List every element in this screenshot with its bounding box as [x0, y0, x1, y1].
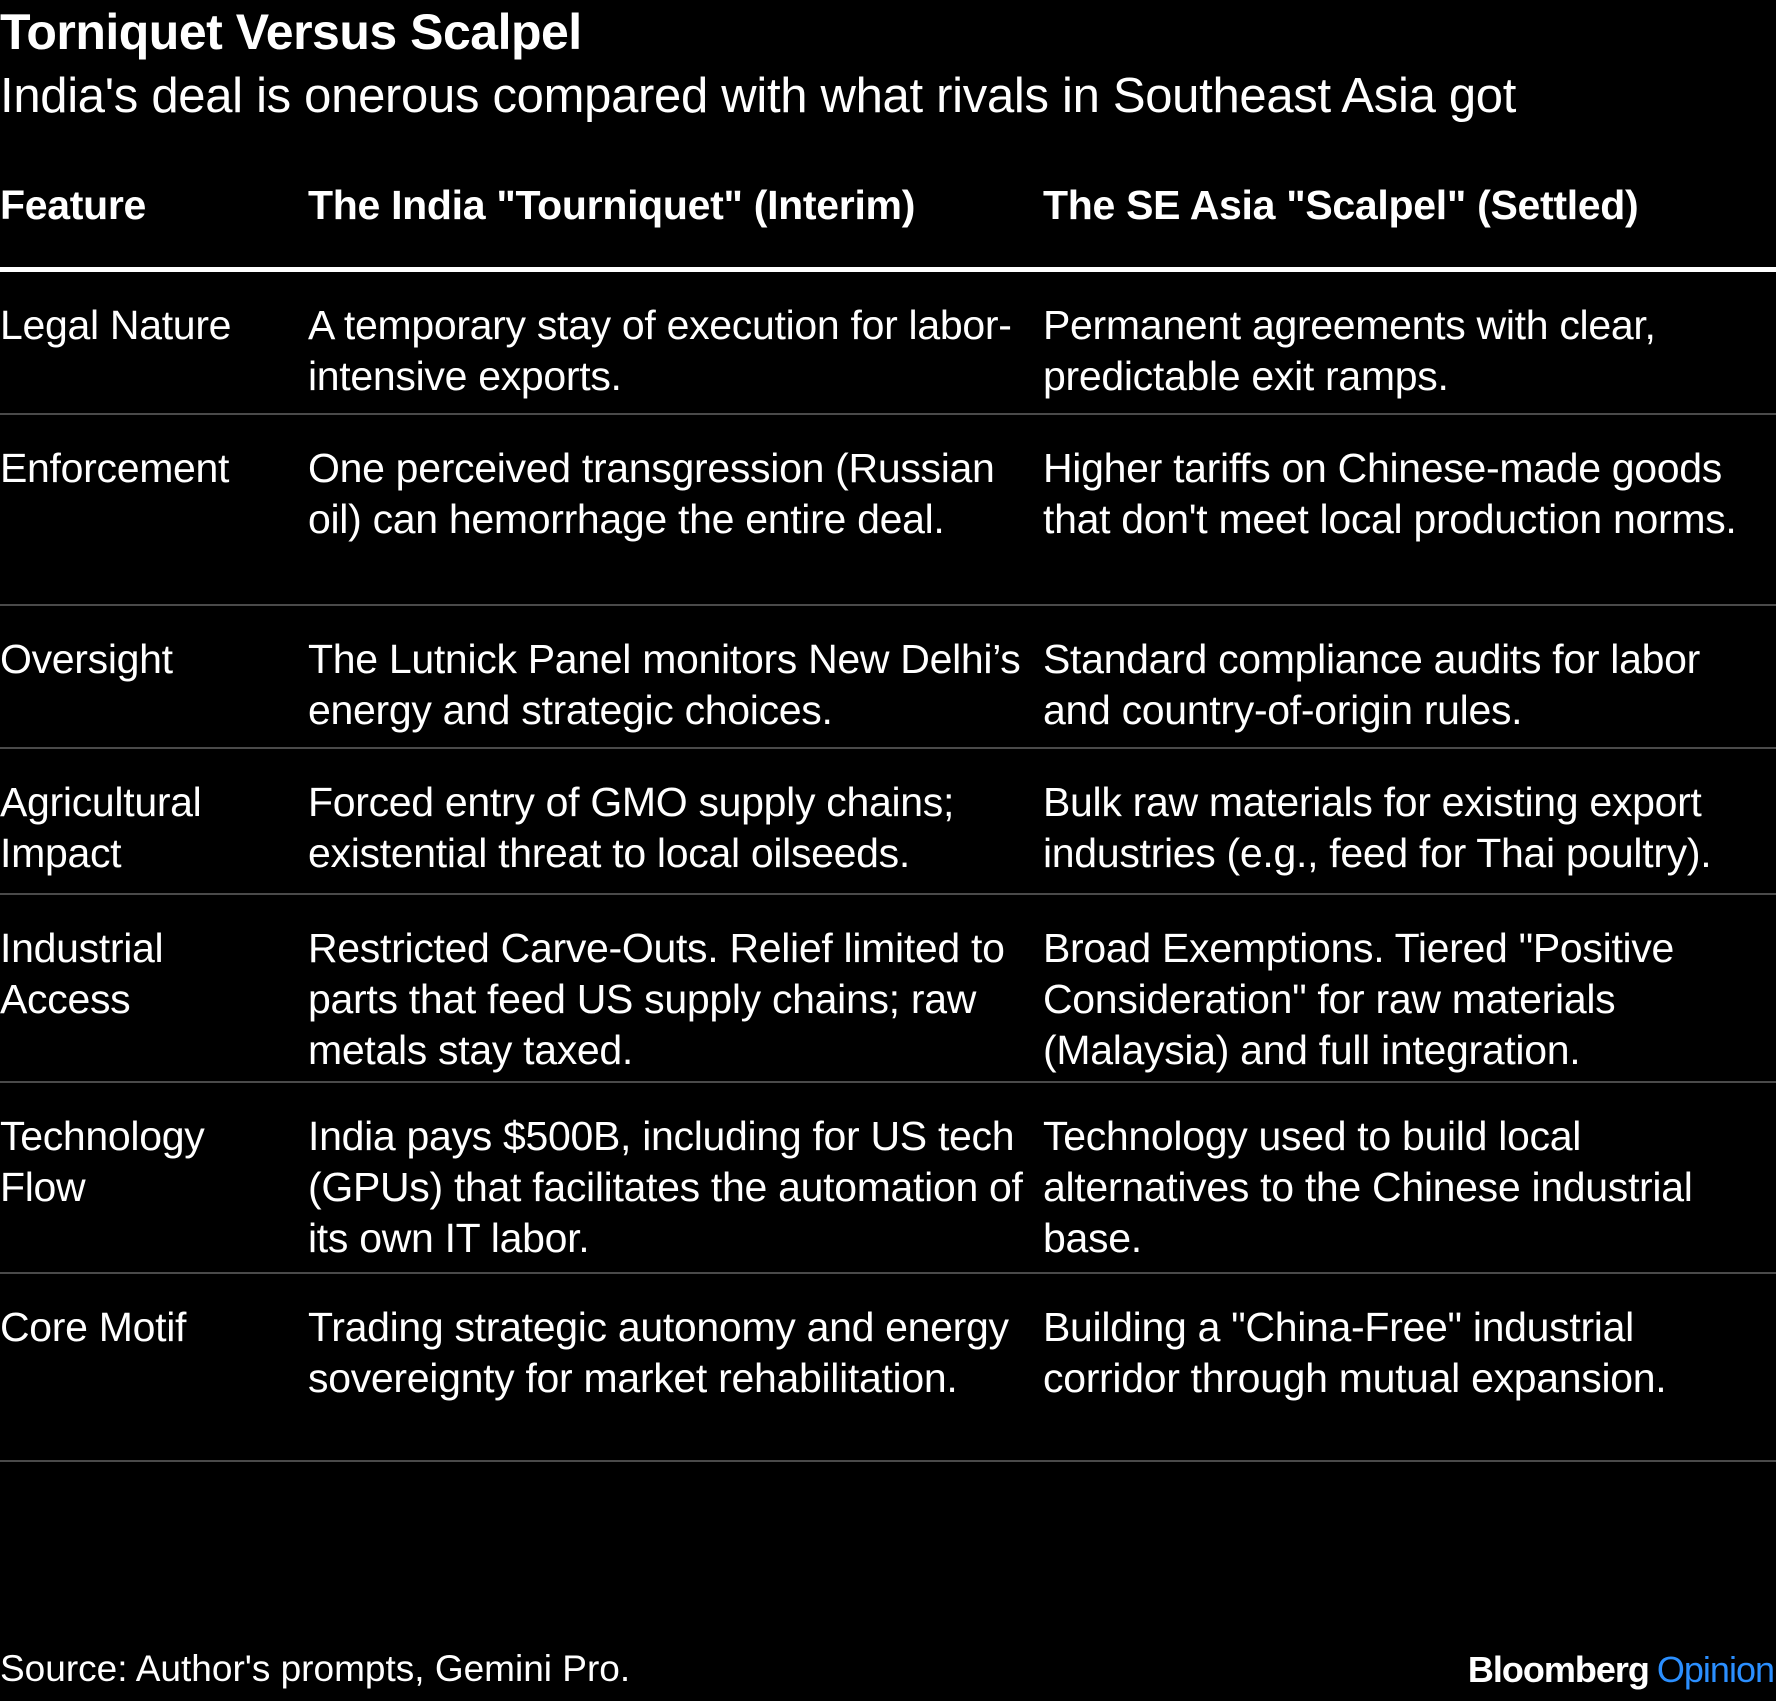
row-india: One perceived transgression (Russian oil) can hemorrhage the entire deal.	[308, 445, 995, 542]
row-seasia: Permanent agreements with clear, predictable exit ramps.	[1043, 302, 1656, 399]
column-header-seasia: The SE Asia "Scalpel" (Settled)	[1043, 182, 1639, 228]
row-india: Trading strategic autonomy and energy sovereignty for market rehabilitation.	[308, 1304, 1009, 1401]
table-header	[0, 170, 1776, 272]
row-seasia: Higher tariffs on Chinese-made goods that don't meet local production norms.	[1043, 445, 1737, 542]
table-row	[0, 1083, 1776, 1274]
table-row	[0, 895, 1776, 1083]
page-title: Torniquet Versus Scalpel	[0, 4, 582, 60]
row-india: The Lutnick Panel monitors New Delhi’s energy and strategic choices.	[308, 636, 1021, 733]
row-feature: Technology Flow	[0, 1113, 205, 1210]
table-row	[0, 749, 1776, 895]
source-note: Source: Author's prompts, Gemini Pro.	[0, 1648, 631, 1689]
row-feature: Legal Nature	[0, 302, 232, 348]
table-row	[0, 1274, 1776, 1462]
row-seasia: Building a "China-Free" industrial corridor through mutual expansion.	[1043, 1304, 1667, 1401]
column-header-feature: Feature	[0, 182, 147, 228]
table-row	[0, 415, 1776, 606]
row-feature: Enforcement	[0, 445, 230, 491]
row-feature: Industrial Access	[0, 925, 164, 1022]
row-seasia: Broad Exemptions. Tiered "Positive Consideration" for raw materials (Malaysia) and full integration.	[1043, 925, 1675, 1073]
row-india: Restricted Carve-Outs. Relief limited to parts that feed US supply chains; raw metals stay taxed.	[308, 925, 1005, 1073]
row-india: India pays $500B, including for US tech (GPUs) that facilitates the automation of its own IT labor.	[308, 1113, 1023, 1261]
row-seasia: Technology used to build local alternatives to the Chinese industrial base.	[1043, 1113, 1693, 1261]
bloomberg-opinion-logo	[1468, 1647, 1774, 1693]
table-row	[0, 606, 1776, 749]
comparison-table	[0, 170, 1776, 1462]
row-feature: Oversight	[0, 636, 173, 682]
page-subtitle: India's deal is onerous compared with what rivals in Southeast Asia got	[0, 69, 1517, 123]
logo-opinion-text: Opinion	[1656, 1649, 1774, 1690]
row-seasia: Standard compliance audits for labor and country-of-origin rules.	[1043, 636, 1700, 733]
row-india: A temporary stay of execution for labor-intensive exports.	[308, 302, 1012, 399]
row-india: Forced entry of GMO supply chains; existential threat to local oilseeds.	[308, 779, 955, 876]
logo-brand-text: Bloomberg	[1467, 1649, 1649, 1690]
row-feature: Core Motif	[0, 1304, 187, 1350]
column-header-india: The India "Tourniquet" (Interim)	[308, 182, 916, 228]
row-seasia: Bulk raw materials for existing export industries (e.g., feed for Thai poultry).	[1043, 779, 1712, 876]
table-row	[0, 272, 1776, 415]
row-feature: Agricultural Impact	[0, 779, 202, 876]
